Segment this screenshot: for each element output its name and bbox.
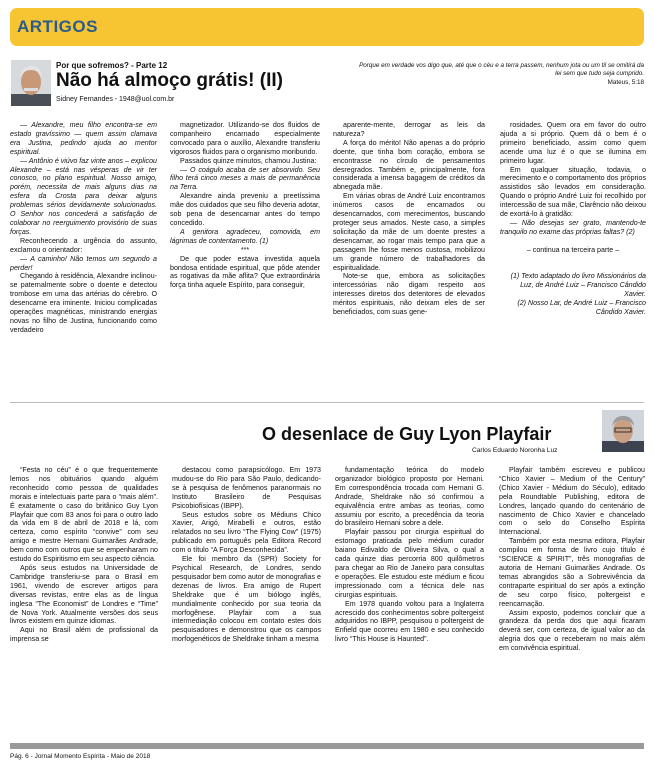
paragraph: Também por esta mesma editora, Playfair compilou em forma de livro cujo título é “SCIENCE & SPIRIT”, três monografias de autoria de Hernani Guimarães Andrade. Os temas abrangidos são a Sobrevivência da contraparte espiritual do ser após a extinção de seu corpo físico, poltergeist e reencarnação. [499, 537, 645, 608]
article2-column-3 [335, 466, 484, 644]
paragraph: Alexandre ainda preveniu a preetíssima mãe dos cuidados que seu filho deveria adotar, sob pena de desencarnar antes do tempo concedido. [170, 192, 320, 227]
article2-column-1 [10, 466, 158, 644]
section-header [10, 8, 644, 46]
article-byline-2: Carlos Eduardo Noronha Luz [472, 447, 558, 454]
paragraph: “Festa no céu” é o que frequentemente lemos nos obituários quando alguém reconhecido como pessoa de qualidades morais e intelectuais parte para o “mais além”. É exatamente o caso do britânico Guy Lyon Playfair que com 83 anos foi para o outro lado da vida em 8 de abril de 2018 e lá, com certeza, como espírito “convive” com seu amigo e mestre Hernani Guimarães Andrade, bem como com outros que se empenharam no estudo do Espiritismo em seu aspecto ciência. [10, 466, 158, 564]
page-footer: Pág. 6 - Jornal Momento Espírita - Maio de 2018 [10, 753, 151, 760]
epigraph-source: Mateus, 5:18 [607, 78, 644, 86]
author-photo-carlos [602, 410, 644, 452]
paragraph: Note-se que, embora as solicitações intercessórias não digam respeito aos interesses diretos dos detentores de elevados méritos espirituais, não deixam eles de ser beneficiados, com suas gene- [333, 272, 485, 317]
paragraph: (2) Nosso Lar, de André Luiz – Francisco Cândido Xavier. [517, 299, 646, 316]
paragraph [500, 237, 646, 246]
paragraph: — Alexandre, meu filho encontra-se em estado gravíssimo — quem assim clamava era Justina, pedindo ajuda ao mentor espiritual. [10, 121, 157, 156]
paragraph [500, 255, 646, 264]
paragraph: *** [240, 245, 250, 254]
paragraph: — Não desejas ser grato, mantendo-te tranquilo no exame das próprias faltas? (2) [500, 218, 646, 236]
paragraph: Reconhecendo a urgência do assunto, exclamou o orientador: [10, 236, 157, 254]
article2-column-2 [172, 466, 321, 644]
paragraph: Ele foi membro da (SPR) Society for Psychical Research, de Londres, sendo pesquisador bem como autor de monografias e dezenas de livros. Era amigo de Rupert Sheldrake que é um biólogo inglês, mundialmente conhecido por sua teoria da morfogênese. Playfair com a sua intermediação colocou em contato estes dois pesquisadores e demonstrou que os campos morfogenéticos de Sheldrake tinham a mesma [172, 555, 321, 644]
paragraph: — Antônio é viúvo faz vinte anos – explicou Alexandre – está nas vésperas de vir ter conosco, no plano espiritual. Nosso amigo, porém, necessita de mais alguns dias na esfera da Crosta para deixar alguns problemas sérios devidamente solucionados. O Senhor nos concederá a satisfação de colaborar no reerguimento provisório de suas forças. [10, 156, 157, 236]
paragraph: magnetizador. Utilizando-se dos fluidos de companheiro encarnado especialmente convocado para o auxílio, Alexandre transferiu vigorosos fluidos para o organismo moribundo. [170, 121, 320, 156]
paragraph: – continua na terceira parte – [526, 245, 620, 254]
paragraph: Chegando à residência, Alexandre inclinou-se paternalmente sobre o doente e detectou trombose em uma das artérias do cérebro. O desencarne era iminente. Iniciou complicadas operações magnéticas, ministrando energias novas no filho de Justina, funcionando como verdadeiro [10, 272, 157, 334]
paragraph: — O coágulo acaba de ser absorvido. Seu filho terá cinco meses a mais de permanência na Terra. [170, 165, 320, 192]
paragraph: Playfair também escreveu e publicou “Chico Xavier – Medium of the Century” (Chico Xavier - Médium do Século), editado pela Roundtable Publishing, editora de Londres, lançado quando do centenário de nascimento de Chico Xavier e chancelado com o selo do Conselho Espírita Internacional. [499, 466, 645, 537]
paragraph: Assim exposto, podemos concluir que a grandeza da perda dos que aqui ficaram deverá ser, com certeza, de igual valor ao da alegria dos que o receberam no mais além em convivência espiritual. [499, 608, 645, 653]
paragraph: Em 1978 quando voltou para a Inglaterra acrescido dos conhecimentos sobre poltergeist adquiridos no IBPP, pesquisou o poltergeist de Enfield que ocorreu em 1980 e seu conhecido livro “This House is Haunted”. [335, 599, 484, 644]
paragraph: Aqui no Brasil além de profissional da imprensa se [10, 626, 158, 644]
paragraph: Passados quinze minutos, chamou Justina: [180, 156, 317, 165]
article-kicker: Por que sofremos? - Parte 12 [56, 61, 168, 70]
paragraph: A força do mérito! Não apenas a do próprio doente, que tinha bom coração, embora se encontrasse no círculo de pensamentos desregrados. Também e, principalmente, fora considerada a imensa bagagem de créditos da abnegada mãe. [333, 138, 485, 192]
paragraph: aparente-mente, derrogar as leis da natureza? [333, 121, 485, 138]
article1-column-3 [333, 121, 485, 317]
epigraph [354, 62, 644, 87]
paragraph [500, 263, 646, 272]
epigraph-text: Porque em verdade vos digo que, até que o céu e a terra passem, nenhum jota ou um til se omitirá da lei sem que tudo seja cumprido. [359, 62, 644, 78]
paragraph: fundamentação teórica do modelo organizador biológico proposto por Hernani. Em correspondência trocada com Hernani G. Andrade, Sheldrake não só confirmou a equivalência entre ambas as teorias, como assumiu por escrito, a precedência da teoria do brasileiro Hernani sobre a dele. [335, 466, 484, 528]
section-title: ARTIGOS [17, 17, 98, 36]
paragraph: Seus estudos sobre os Médiuns Chico Xavier, Arigó, Mirabelli e outros, estão relatados no seu livro “The Flying Cow” (1975) publicado em português pela Editora Record com o título “A Força Desconhecida”. [172, 510, 321, 555]
article-byline: Sidney Fernandes - 1948@uol.com.br [56, 96, 175, 103]
paragraph: Em várias obras de André Luiz encontramos inúmeros casos de encarnados ou desencarnados, com merecimentos, buscando proteger seus amados. Neste caso, a simples solicitação da mãe de um doente prestes a desencarnar, ao rogar mais tempo para que a passagem lhe fosse menos custosa, mobilizou um grande número de trabalhadores da espiritualidade. [333, 192, 485, 272]
article1-column-2 [170, 121, 320, 290]
paragraph: Em qualquer situação, todavia, o merecimento e o comportamento dos próprios assistidos são levados em consideração. Quando o próprio André Luiz foi recolhido por intercessão de sua mãe, Clarêncio não deixou de exortá-lo à gratidão: [500, 165, 646, 219]
article2-column-4 [499, 466, 645, 653]
paragraph: destacou como parapsicólogo. Em 1973 mudou-se do Rio para São Paulo, dedicando-se à pesquisa de fenômenos paranormais no Instituto Brasileiro de Pesquisas Psicobiofísicas (IBPP). [172, 466, 321, 510]
article-divider [10, 402, 644, 403]
paragraph: De que poder estava investida aquela bondosa entidade espiritual, que pôde atender as rogativas da mãe aflita? Que extraordinária força tinha aquele Espírito, para conseguir, [170, 254, 320, 290]
paragraph: rosidades. Quem ora em favor do outro ajuda a si próprio. Quem dá o bem é o primeiro beneficiado, assim como quem acende uma luz é o que se ilumina em primeiro lugar. [500, 121, 646, 165]
paragraph: — A caminho! Não temos um segundo a perder! [10, 254, 157, 272]
paragraph: Playfair passou por cirurgia espiritual do estomago praticada pelo médium curador baiano Edivaldo de Oliveira Silva, o qual a cada quinze dias percorria 800 quilômetros para chegar ao Rio de Janeiro para consultas e operações. Ele estudou este médium e ficou impressionado com a técnica dele nas cirurgias espirituais. [335, 528, 484, 599]
paragraph: (1) Texto adaptado do livro Missionários da Luz, de André Luiz – Francisco Cândido Xavier. [510, 272, 646, 299]
paragraph: A genitora agradeceu, comovida, em lágrimas de contentamento. (1) [170, 227, 320, 245]
article1-column-4 [500, 121, 646, 317]
article-title-2: O desenlace de Guy Lyon Playfair [262, 424, 552, 444]
author-photo-sidney [11, 60, 51, 106]
article-title: Não há almoço grátis! (II) [56, 70, 283, 91]
article1-column-1 [10, 121, 157, 335]
footer-bar [10, 743, 644, 749]
paragraph: Após seus estudos na Universidade de Cambridge transferiu-se para o Brasil em 1961, vivendo de escrever artigos para diversas revistas, entre elas as de língua inglesa “The Economist” de Londres e “Time” de Nova York. Atualmente versões dos seus livros existem em quinze idiomas. [10, 563, 158, 626]
